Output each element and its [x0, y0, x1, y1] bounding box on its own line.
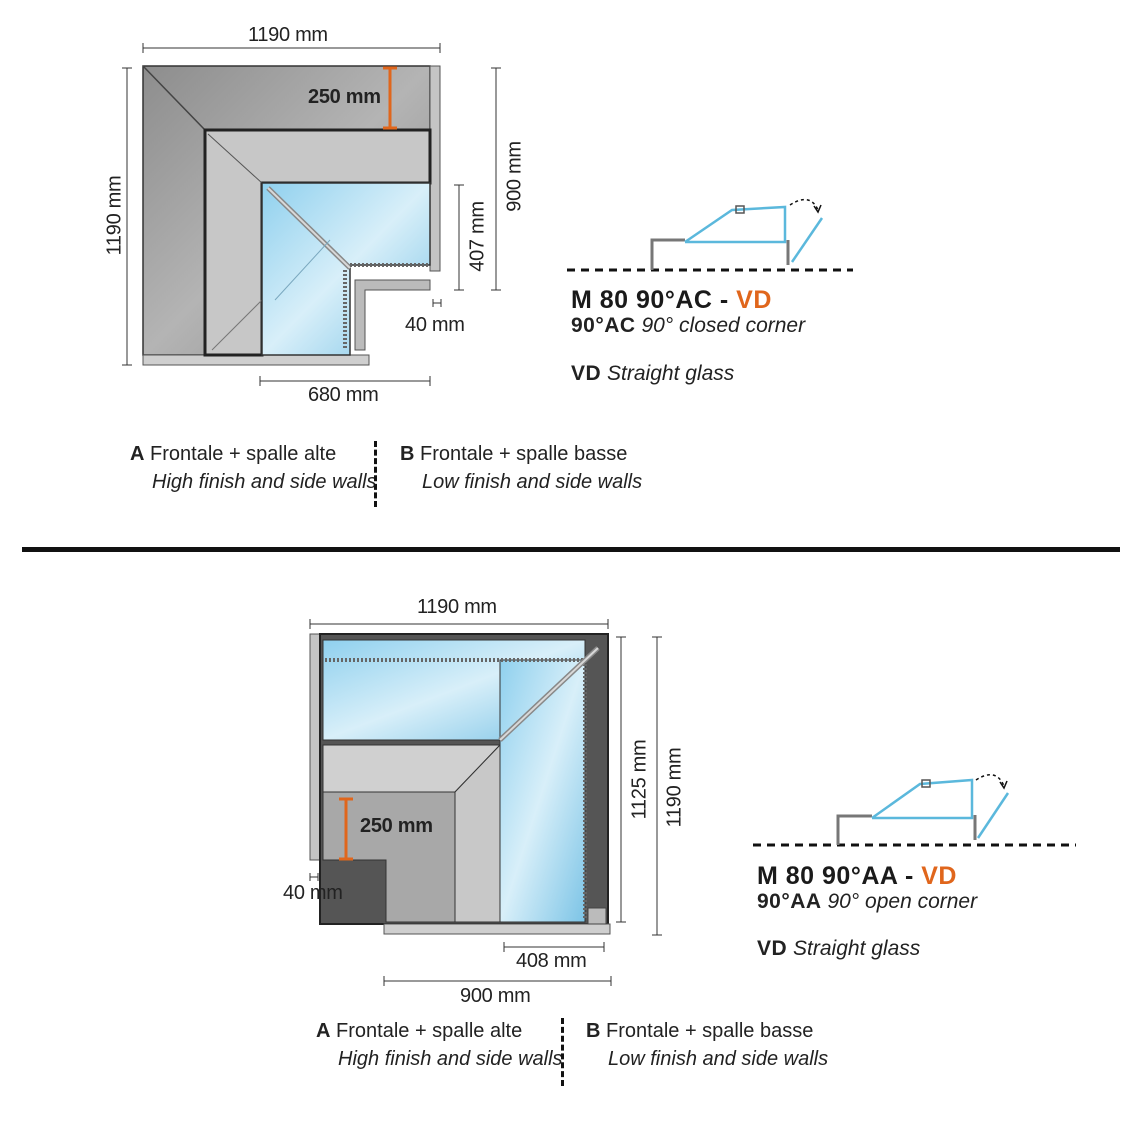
bottom-code: 90°AA	[757, 890, 822, 913]
top-inner-height-label: 407 mm	[466, 201, 489, 272]
top-code: 90°AC	[571, 314, 636, 337]
top-legend-a-en-text: High finish and side walls	[152, 471, 377, 493]
top-legend-a	[130, 443, 336, 466]
bottom-inner-base-label: 408 mm	[516, 950, 587, 972]
top-legend-b	[400, 443, 627, 466]
top-legend-b-en-text: Low finish and side walls	[422, 471, 643, 493]
top-legend-divider	[374, 441, 377, 507]
bottom-plan-drawing	[0, 580, 1140, 1010]
bottom-right-height-label: 1190 mm	[663, 747, 686, 828]
top-legend-a-en	[152, 471, 377, 494]
bottom-legend-a	[316, 1020, 522, 1043]
bottom-wall-label: 250 mm	[360, 815, 433, 837]
top-right-height-label: 900 mm	[503, 141, 526, 212]
top-base-label: 680 mm	[308, 384, 379, 406]
top-legend-b-letter: B	[400, 443, 415, 465]
top-model-suffix: VD	[736, 286, 772, 314]
bottom-model-code	[757, 890, 977, 914]
bottom-inner-height-label: 1125 mm	[628, 739, 651, 820]
top-legend-b-text: Frontale + spalle basse	[420, 443, 628, 465]
bottom-model-suffix: VD	[921, 862, 957, 890]
top-plan-drawing	[0, 0, 1140, 420]
bottom-legend-b-en	[608, 1048, 828, 1071]
top-legend-a-letter: A	[130, 443, 145, 465]
bottom-legend-a-en	[338, 1048, 563, 1071]
bottom-legend-a-letter: A	[316, 1020, 331, 1042]
bottom-gap-label: 40 mm	[283, 882, 343, 904]
top-code-desc: 90° closed corner	[641, 314, 806, 337]
top-wall-label: 250 mm	[308, 86, 381, 108]
top-profile-sketch	[567, 200, 853, 270]
bottom-legend-b	[586, 1020, 813, 1043]
bottom-model-title	[757, 862, 957, 891]
top-model-title	[571, 286, 772, 315]
bottom-legend-a-en-text: High finish and side walls	[338, 1048, 563, 1070]
top-legend-b-en	[422, 471, 642, 494]
bottom-legend-b-text: Frontale + spalle basse	[606, 1020, 814, 1042]
bottom-legend-a-text: Frontale + spalle alte	[336, 1020, 523, 1042]
top-gap-label: 40 mm	[405, 314, 465, 336]
top-glass-desc: Straight glass	[607, 362, 735, 385]
bottom-legend-b-letter: B	[586, 1020, 601, 1042]
bottom-legend-b-en-text: Low finish and side walls	[608, 1048, 829, 1070]
bottom-model-prefix: M 80 90°AA -	[757, 862, 922, 890]
top-glass-type	[571, 362, 734, 386]
bottom-width-label: 1190 mm	[417, 596, 497, 618]
top-left-height-label: 1190 mm	[103, 175, 126, 256]
bottom-glass-code: VD	[757, 937, 788, 960]
bottom-legend-divider	[561, 1018, 564, 1086]
section-separator	[22, 547, 1120, 552]
top-model-code	[571, 314, 805, 338]
top-width-label: 1190 mm	[248, 24, 328, 46]
top-legend-a-text: Frontale + spalle alte	[150, 443, 337, 465]
bottom-glass-type	[757, 937, 920, 961]
bottom-profile-sketch	[753, 775, 1076, 845]
bottom-code-desc: 90° open corner	[827, 890, 978, 913]
top-glass-code: VD	[571, 362, 602, 385]
bottom-glass-desc: Straight glass	[793, 937, 921, 960]
bottom-base-label: 900 mm	[460, 985, 531, 1007]
top-model-prefix: M 80 90°AC -	[571, 286, 737, 314]
